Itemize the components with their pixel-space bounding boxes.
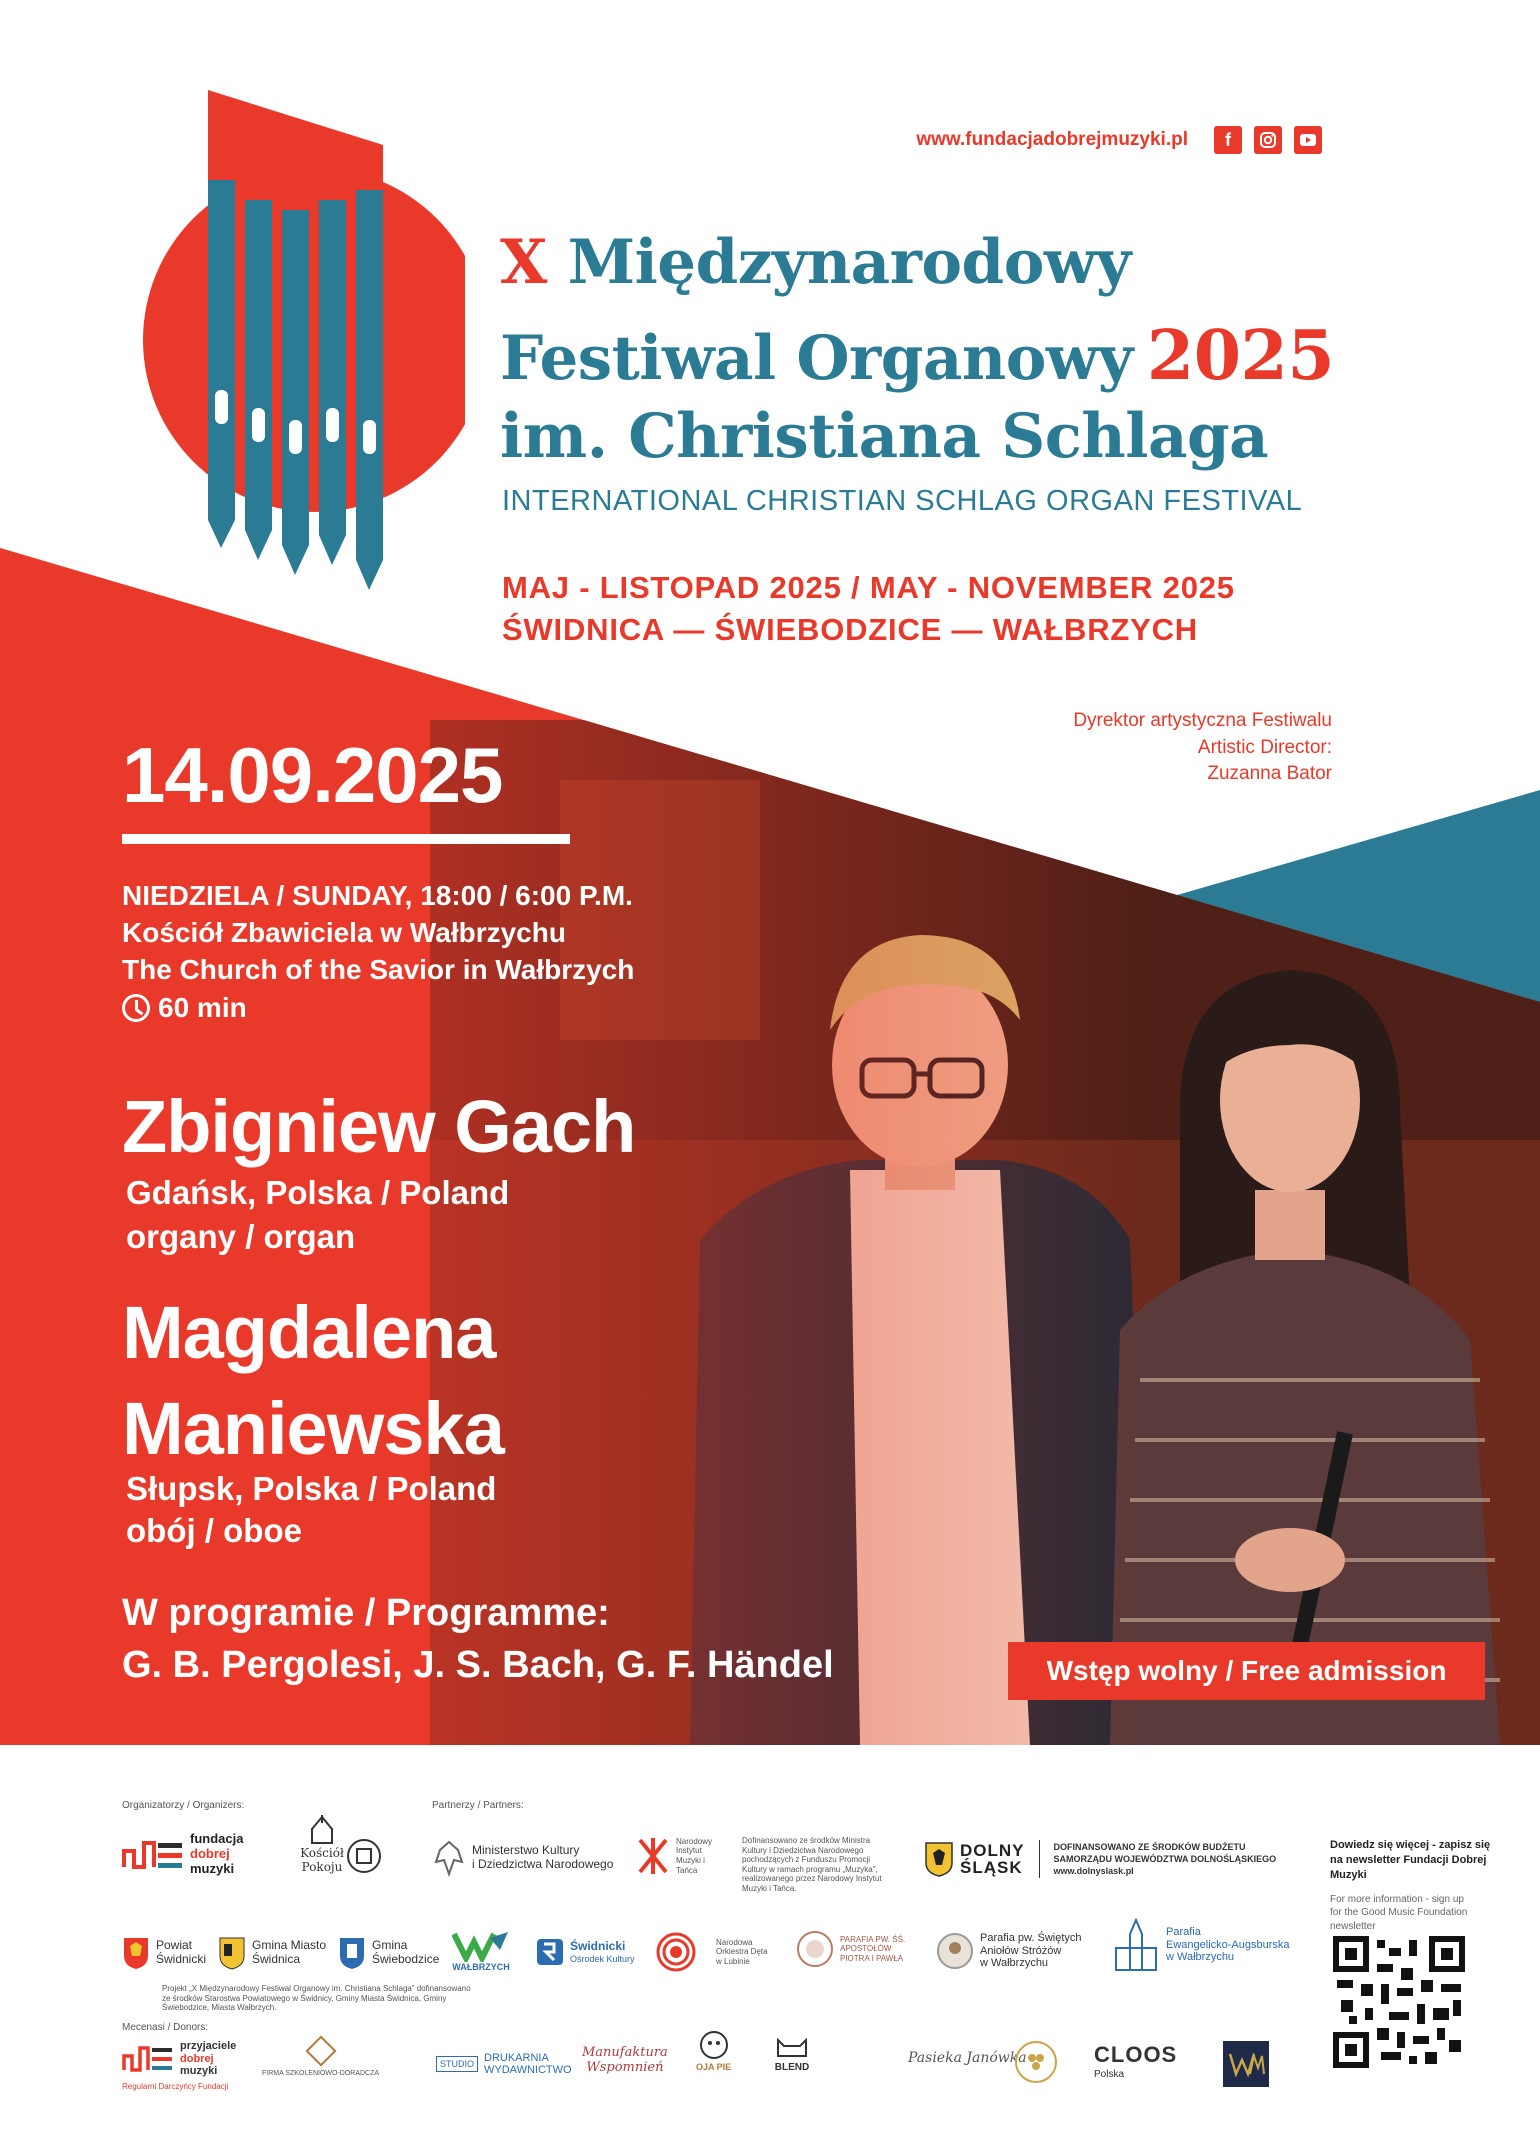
parafia-aniolow-line-1: Parafia pw. Świętych <box>980 1932 1082 1945</box>
manufaktura-wspomnien-logo[interactable]: Manufaktura Wspomnień <box>582 2045 668 2075</box>
gmina-swiebodzice-line-2: Świebodzice <box>372 1952 440 1966</box>
pasieka-janowka-logo[interactable]: Pasieka Janówka <box>908 2050 1027 2066</box>
instagram-icon[interactable] <box>1254 126 1282 154</box>
dolny-note-1: DOFINANSOWANO ZE ŚRODKÓW BUDŻETU <box>1053 1841 1246 1852</box>
artistic-director <box>1073 708 1332 788</box>
parafia-ewang-line-3: w Wałbrzychu <box>1166 1951 1235 1964</box>
parafia-aniolow-line-3: w Wałbrzychu <box>980 1957 1049 1970</box>
youtube-icon[interactable] <box>1294 126 1322 154</box>
sok-mark-icon <box>536 1938 564 1966</box>
parafia-apostolow-name: PARAFIA PW. ŚŚ. APOSTOŁÓW PIOTRA I PAWŁA <box>840 1934 906 1963</box>
parafia-ewang-line-1: Parafia <box>1166 1926 1201 1939</box>
przyjaciele-line-3: muzyki <box>180 2065 218 2078</box>
festival-title-line-3: im. Christiana Schlaga <box>500 401 1269 472</box>
website-row <box>916 126 1322 154</box>
parafia-apostolow-logo[interactable] <box>796 1930 912 1968</box>
przyjaciele-wave-icon <box>122 2042 174 2076</box>
newsletter-en-1: For more information - sign up <box>1330 1893 1464 1905</box>
parafia-ewang-line-2: Ewangelicko-Augsburska <box>1166 1938 1290 1951</box>
newsletter-pl-2: na newsletter Fundacji Dobrej Muzyki <box>1330 1853 1487 1881</box>
blend-logo[interactable] <box>772 2034 812 2074</box>
przyjaciele-subtitle: Regularni Darczyńcy Fundacji <box>122 2082 229 2091</box>
studio-label: STUDIO <box>436 2056 478 2072</box>
cloos-polska-logo[interactable] <box>1094 2042 1177 2081</box>
festival-title-line-1 <box>500 227 1131 298</box>
oja-pie-logo[interactable] <box>696 2030 731 2072</box>
fundacja-line-2: dobrej <box>190 1845 230 1861</box>
fundacja-dobrej-muzyki-logo[interactable] <box>122 1832 243 1877</box>
swidnicki-osrodek-kultury-logo[interactable] <box>536 1938 635 1966</box>
parafia-aniolow-line-2: Aniołów Stróżów <box>980 1944 1062 1957</box>
nimit-logo[interactable] <box>636 1836 716 1876</box>
orkiestra-rings-icon <box>654 1932 710 1972</box>
church-icon <box>302 1815 342 1845</box>
festival-dates: MAJ - LISTOPAD 2025 / MAY - NOVEMBER 2025 <box>502 570 1235 605</box>
walbrzych-name: WAŁBRZYCH <box>452 1962 510 1972</box>
artist-2-origin: Słupsk, Polska / Poland <box>126 1470 497 1507</box>
newsletter-qr-code[interactable] <box>1333 1936 1465 2068</box>
artist-1-instrument: organy / organ <box>126 1218 356 1255</box>
cloos-name: CLOOS <box>1094 2042 1178 2067</box>
powiat-crest-icon <box>122 1936 150 1970</box>
swiebodzice-crest-icon <box>338 1936 366 1970</box>
orkiestra-deta-logo[interactable] <box>654 1932 768 1972</box>
sok-line-1: Świdnicki <box>570 1938 626 1953</box>
concert-date: 14.09.2025 <box>122 731 503 819</box>
programme-composers: G. B. Pergolesi, J. S. Bach, G. F. Händel <box>122 1644 834 1686</box>
fundacja-line-1: fundacja <box>190 1831 244 1846</box>
festival-title-english: INTERNATIONAL CHRISTIAN SCHLAG ORGAN FESTIVAL <box>502 485 1303 517</box>
dolny-slask-crest-icon <box>924 1841 954 1877</box>
edition-numeral: X <box>500 227 547 298</box>
blend-name: BLEND <box>774 2062 810 2073</box>
walbrzych-mark-icon <box>452 1928 510 1962</box>
festival-title-line-2 <box>500 316 1335 396</box>
ministerstwo-line-1: Ministerstwo Kultury <box>472 1843 580 1858</box>
wm-monogram-icon <box>1222 2040 1270 2088</box>
firma-diamond-icon <box>304 2034 338 2068</box>
unesco-heritage-icon <box>346 1838 382 1874</box>
concert-day-time: NIEDZIELA / SUNDAY, 18:00 / 6:00 P.M. <box>122 880 633 911</box>
studio-drukarnia-logo[interactable] <box>436 2052 572 2076</box>
przyjaciele-line-1: przyjaciele <box>180 2040 237 2052</box>
donors-label: Mecenasi / Donors: <box>122 2022 209 2033</box>
nimit-name: Narodowy Instytut Muzyki i Tańca <box>676 1836 713 1875</box>
fundacja-wave-icon <box>122 1833 184 1875</box>
powiat-swidnicki-logo[interactable] <box>122 1936 206 1970</box>
drukarnia-line-1: DRUKARNIA <box>484 2052 549 2064</box>
parafia-ewangelicka-logo[interactable] <box>1112 1918 1290 1972</box>
newsletter-pl-1: Dowiedz się więcej - zapisz się <box>1330 1839 1491 1851</box>
drukarnia-line-2: WYDAWNICTWO <box>484 2064 572 2077</box>
parafia-aniolow-logo[interactable] <box>936 1932 1082 1970</box>
website-link[interactable]: www.fundacjadobrejmuzyki.pl <box>916 129 1188 150</box>
director-label-pl: Dyrektor artystyczna Festiwalu <box>1073 710 1332 731</box>
nimit-funding-note: Dofinansowano ze środków Ministra Kultury i Dziedzictwa Narodowego pochodzących z Funduszu Promocji Kultury w ramach programu „Muzyka”, realizowanego przez Narodowy Instytut Muzyki i Tańca. <box>742 1836 882 1893</box>
dolny-note-2: SAMORZĄDU WOJEWÓDZTWA DOLNOŚLĄSKIEGO <box>1053 1853 1277 1864</box>
gmina-miasto-swidnica-logo[interactable] <box>218 1936 326 1970</box>
programme-label: W programie / Programme: <box>122 1592 610 1634</box>
nimit-mark-icon <box>636 1836 670 1876</box>
blend-cat-icon <box>772 2034 812 2060</box>
newsletter-info <box>1330 1838 1500 1933</box>
dolny-slask-logo[interactable] <box>924 1840 1276 1878</box>
firma-szkoleniowo-doradcza-logo[interactable] <box>262 2034 379 2078</box>
concert-duration <box>122 992 247 1024</box>
gmina-swidnica-line-1: Gmina Miasto <box>252 1938 327 1953</box>
festival-organ-logo <box>135 90 465 600</box>
artist-1-name: Zbigniew Gach <box>122 1085 636 1168</box>
kosciol-pokoju-logo[interactable] <box>292 1815 352 1875</box>
oja-pie-face-icon <box>699 2030 729 2060</box>
director-label-en: Artistic Director: <box>1197 736 1332 758</box>
wine-grape-icon <box>1014 2040 1058 2084</box>
orkiestra-name: Narodowa Orkiestra Dęta w Lubinie <box>716 1937 768 1966</box>
dolny-url: www.dolnyslask.pl <box>1053 1866 1134 1877</box>
przyjaciele-dobrej-muzyki-logo[interactable] <box>122 2040 236 2078</box>
walbrzych-logo[interactable] <box>452 1928 510 1972</box>
gmina-swiebodzice-line-1: Gmina <box>372 1938 408 1953</box>
cloos-subtitle: Polska <box>1094 2069 1125 2081</box>
newsletter-en-2: for the Good Music Foundation newsletter <box>1330 1907 1468 1932</box>
parafia-apostolow-seal-icon <box>796 1930 834 1968</box>
sok-line-2: Ośrodek Kultury <box>570 1953 635 1964</box>
swidnica-crest-icon <box>218 1936 246 1970</box>
oja-pie-name: OJA PIE <box>696 2062 732 2072</box>
organ-pipe <box>208 180 235 548</box>
firma-name: FIRMA SZKOLENIOWO-DORADCZA <box>262 2070 380 2077</box>
dolny-line-1: DOLNY <box>960 1841 1025 1860</box>
projekt-funding-note: Projekt „X Międzynarodowy Festiwal Organowy im. Christiana Schlaga” dofinansowano ze środków Starostwa Powiatowego w Świdnicy, Gminy Miasta Świdnica, Gminy Świebodzice, Miasta Wałbrzych. <box>162 1984 471 2013</box>
artist-1-origin: Gdańsk, Polska / Poland <box>126 1174 510 1211</box>
eagle-emblem-icon <box>432 1838 466 1878</box>
powiat-line-1: Powiat <box>156 1938 193 1953</box>
facebook-icon[interactable]: f <box>1214 126 1242 154</box>
ministerstwo-line-2: i Dziedzictwa Narodowego <box>472 1857 614 1871</box>
clock-icon <box>122 994 150 1022</box>
gmina-swiebodzice-logo[interactable] <box>338 1936 439 1970</box>
festival-year: 2025 <box>1146 316 1335 396</box>
date-underline <box>122 834 570 844</box>
gmina-swidnica-line-2: Świdnica <box>252 1952 301 1966</box>
director-name: Zuzanna Bator <box>1207 763 1332 785</box>
artist-2-first-name: Magdalena <box>122 1291 496 1374</box>
ministerstwo-kultury-logo[interactable] <box>432 1838 613 1878</box>
partners-label: Partnerzy / Partners: <box>432 1800 524 1811</box>
artist-2-instrument: obój / oboe <box>126 1512 302 1549</box>
kosciol-pokoju-name: Kościół Pokoju <box>300 1846 344 1874</box>
title-word-miedzynarodowy: Międzynarodowy <box>567 227 1131 298</box>
festival-cities: ŚWIDNICA — ŚWIEBODZICE — WAŁBRZYCH <box>502 612 1198 647</box>
dolny-line-2: ŚLĄSK <box>960 1858 1023 1877</box>
venue-polish: Kościół Zbawiciela w Wałbrzychu <box>122 917 566 948</box>
duration-text: 60 min <box>158 992 247 1023</box>
church-building-icon <box>1112 1918 1160 1972</box>
przyjaciele-line-2: dobrej <box>180 2052 214 2065</box>
artist-2-last-name: Maniewska <box>122 1387 504 1470</box>
venue-english: The Church of the Savior in Wałbrzych <box>122 954 635 985</box>
organizers-label: Organizatorzy / Organizers: <box>122 1800 245 1811</box>
free-admission-badge: Wstęp wolny / Free admission <box>1008 1642 1485 1700</box>
parafia-aniolow-seal-icon <box>936 1932 974 1970</box>
title-festiwal-organowy: Festiwal Organowy <box>500 323 1133 394</box>
fundacja-line-3: muzyki <box>190 1860 235 1876</box>
powiat-line-2: Świdnicki <box>156 1952 207 1966</box>
